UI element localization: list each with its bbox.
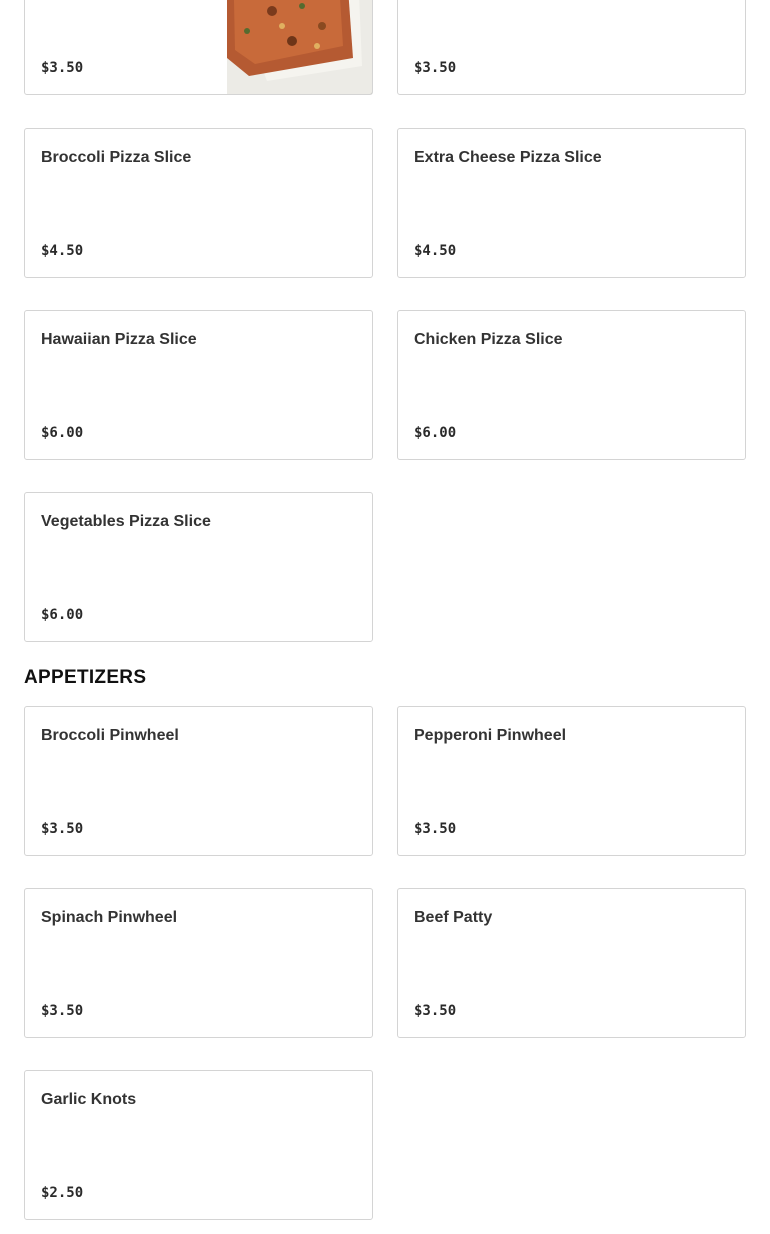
menu-item-card[interactable] (24, 888, 373, 1038)
menu-item-name: Broccoli Pinwheel (41, 727, 179, 744)
menu-item-name: Extra Cheese Pizza Slice (414, 149, 602, 166)
menu-item-card[interactable] (24, 0, 373, 95)
menu-item-card[interactable] (24, 1070, 373, 1220)
menu-item-price: $3.50 (41, 821, 84, 837)
menu-item-price: $6.00 (41, 607, 84, 623)
menu-item-card[interactable] (24, 310, 373, 460)
menu-item-price: $4.50 (41, 243, 84, 259)
menu-item-price: $3.50 (414, 1003, 457, 1019)
menu-item-price: $6.00 (414, 425, 457, 441)
menu-item-price: $4.50 (414, 243, 457, 259)
menu-item-card[interactable] (24, 492, 373, 642)
menu-item-card[interactable] (24, 706, 373, 856)
pizza-slice-photo (227, 0, 372, 94)
menu-item-name: Broccoli Pizza Slice (41, 149, 192, 166)
menu-item-card[interactable] (397, 310, 746, 460)
menu-item-card[interactable] (397, 0, 746, 95)
menu-item-card[interactable] (397, 706, 746, 856)
menu-item-name: Spinach Pinwheel (41, 909, 178, 926)
menu-item-price: $3.50 (414, 821, 457, 837)
section-title-appetizers: APPETIZERS (24, 667, 147, 688)
menu-item-name: Vegetables Pizza Slice (41, 513, 211, 530)
menu-item-card[interactable] (397, 888, 746, 1038)
menu-item-name: Beef Patty (414, 909, 493, 926)
menu-item-price: $3.50 (414, 60, 457, 76)
menu-item-price: $2.50 (41, 1185, 84, 1201)
menu-item-price: $6.00 (41, 425, 84, 441)
menu-item-price: $3.50 (41, 60, 84, 76)
menu-item-price: $3.50 (41, 1003, 84, 1019)
menu-item-name: Pepperoni Pinwheel (414, 727, 567, 744)
menu-item-card[interactable] (24, 128, 373, 278)
menu-item-name: Chicken Pizza Slice (414, 331, 563, 348)
menu-item-name: Garlic Knots (41, 1091, 137, 1108)
menu-item-name: Hawaiian Pizza Slice (41, 331, 197, 348)
menu-item-card[interactable] (397, 128, 746, 278)
